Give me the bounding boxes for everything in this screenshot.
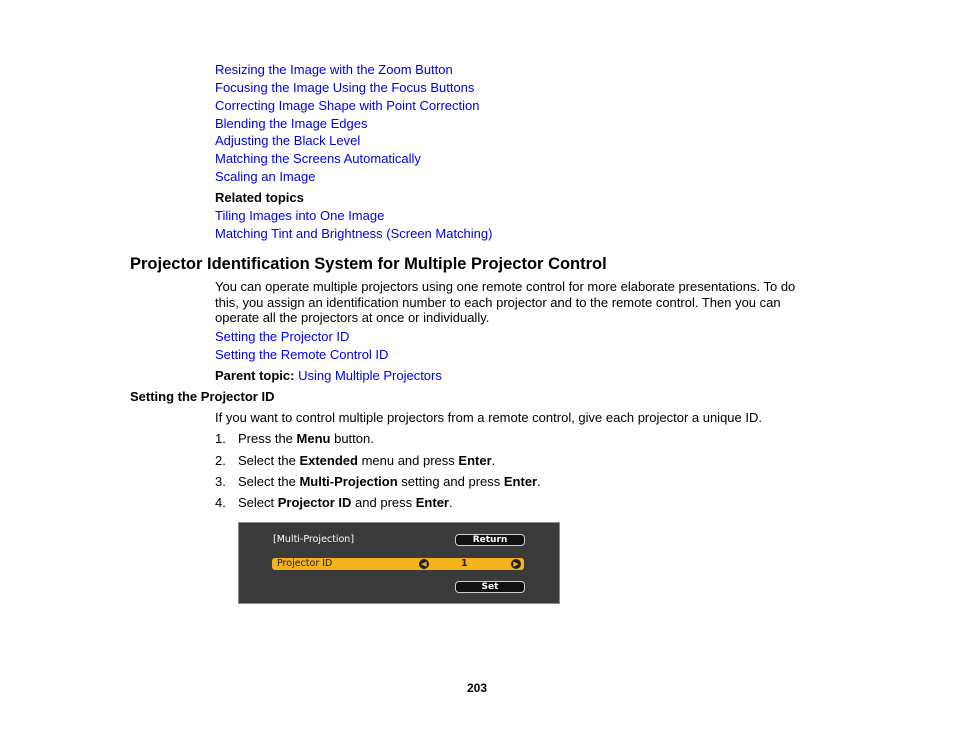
link-setting-remote-id[interactable]: Setting the Remote Control ID [215,347,389,362]
link-blending-edges[interactable]: Blending the Image Edges [215,116,368,131]
step-text: . [537,474,541,489]
step-text: . [491,453,496,468]
multi-projection-menu-screenshot [238,522,560,604]
step-keyword: Enter [415,495,449,510]
step-1 [215,431,374,447]
step-number: 1. [215,431,226,446]
step-3 [215,474,541,490]
step-text: Select the [238,474,300,489]
subsection-intro: If you want to control multiple projectors from a remote control, give each projector a unique ID. [215,410,762,425]
link-scaling-image[interactable]: Scaling an Image [215,169,316,184]
step-text: Press the [238,431,297,446]
link-point-correction[interactable]: Correcting Image Shape with Point Correction [215,98,480,113]
link-setting-projector-id[interactable]: Setting the Projector ID [215,329,350,344]
section-paragraph: You can operate multiple projectors using one remote control for more elaborate presentations. To do this, you assign an identification number to each projector and to the remote control. Then you can operate all the projectors at once or individually. [215,279,796,325]
menu-title: [Multi-Projection] [273,534,355,545]
step-text: and press [351,495,416,510]
step-keyword: Enter [458,453,492,468]
link-tiling-images[interactable]: Tiling Images into One Image [215,208,385,223]
link-resizing-zoom[interactable]: Resizing the Image with the Zoom Button [215,62,453,77]
step-2 [215,453,495,469]
step-keyword: Menu [296,431,331,446]
step-keyword: Extended [299,453,358,468]
link-using-multiple-projectors[interactable]: Using Multiple Projectors [298,368,442,383]
link-matching-screens[interactable]: Matching the Screens Automatically [215,151,421,166]
step-text: button. [330,431,374,446]
parent-topic [215,368,442,384]
section-title: Projector Identification System for Multiple Projector Control [130,255,607,273]
left-arrow-icon: ◀ [419,559,429,569]
step-number: 3. [215,474,226,489]
link-black-level[interactable]: Adjusting the Black Level [215,133,361,148]
step-text: Select [238,495,278,510]
step-keyword: Projector ID [277,495,352,510]
step-keyword: Multi-Projection [299,474,398,489]
link-focusing-image[interactable]: Focusing the Image Using the Focus Buttons [215,80,475,95]
step-text: . [449,495,453,510]
parent-topic-label: Parent topic: [215,368,295,383]
step-number: 4. [215,495,226,510]
projector-id-label: Projector ID [277,558,333,569]
related-topics-heading: Related topics [215,190,304,205]
step-keyword: Enter [503,474,538,489]
right-arrow-icon: ▶ [511,559,521,569]
step-text: Select the [238,453,300,468]
step-text: setting and press [397,474,504,489]
step-text: menu and press [357,453,459,468]
link-matching-tint[interactable]: Matching Tint and Brightness (Screen Matching) [215,226,493,241]
projector-id-row [272,558,524,570]
return-button: Return [455,534,525,546]
projector-id-value: 1 [461,558,468,569]
step-number: 2. [215,453,226,468]
page-number: 203 [466,681,488,695]
subsection-title: Setting the Projector ID [130,389,275,404]
step-4 [215,495,453,511]
set-button: Set [455,581,525,593]
